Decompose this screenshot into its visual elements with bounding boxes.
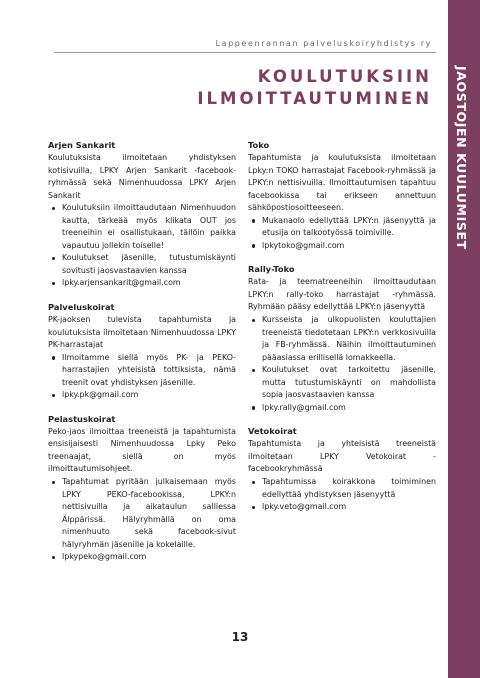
list-item: Koulutukset jäsenille, tutustumiskäynti sovitusti jaosvastaavien kanssa [48,252,236,277]
list-item: Koulutuksiin ilmoittaudutaan Nimenhuudon kautta, tärkeää myös klikata OUT jos treeneihin ei osallistukaan, tällöin paikka vapautuu jollekin toiselle! [48,202,236,252]
email-link[interactable]: lpky.rally@gmail.com [248,402,436,415]
section-toko [248,139,436,252]
list-item: Kursseista ja ulkopuolisten kouluttajien treeneistä tiedotetaan LPKY:n verkkosivuilla ja FB-ryhmässä. Näihin ilmoittautuminen pääasiassa erillisellä lomakkeella. [248,314,436,364]
email-link[interactable]: lpkypeko@gmail.com [48,551,236,564]
page-title-line-2: ILMOITTAUTUMINEN [197,89,432,108]
bullet-list [248,314,436,414]
section-palveluskoirat [48,301,236,402]
section-text: Peko-jaos ilmoittaa treeneistä ja tapahtumista ensisijaisesti Nimenhuudossa Lpky Peko treenaajat, siellä on myös ilmoittautumisohjeet. [48,426,236,474]
section-pelastuskoirat [48,413,236,564]
list-item: Tapahtumat pyritään julkaisemaan myös LPKY PEKO-facebookissa, LPKY:n nettisivuilla ja aikataulun salliessa Älppärissä. Hälyryhmällä on oma nimenhuuto sekä facebook-sivut hälyryhmän jäsenille ja kokelaille. [48,476,236,551]
bullet-list [48,352,236,402]
page-number: 13 [231,630,249,644]
email-link[interactable]: lpky.pk@gmail.com [48,389,236,402]
email-link[interactable]: lpky.veto@gmail.com [248,501,436,514]
list-item: Koulutukset ovat tarkoitettu jäsenille, mutta tutustumiskäynti on mahdollista sopia jaosvastaavien kanssa [248,364,436,402]
email-link[interactable]: lpky.arjensankarit@gmail.com [48,277,236,290]
list-item: Ilmoitamme siellä myös PK- ja PEKO-harrastajien yhteisistä tottiksista, nämä treenit ovat yhdistyksen jäsenille. [48,352,236,390]
section-text: Tapahtumista ja koulutuksista ilmoitetaan Lpky:n TOKO harrastajat Facebook-ryhmässä ja LPKY:n nettisivuilla. Ilmoittautumisen tapahtuu facebookissa tai erikseen annettuun sähköpostiosoitteeseen. [248,153,436,213]
bullet-list [248,215,436,253]
section-arjen-sankarit [48,139,236,290]
email-link[interactable]: lpkytoko@gmail.com [248,240,436,253]
list-item: Tapahtumissa koirakkona toimiminen edellyttää yhdistyksen jäsenyyttä [248,476,436,501]
section-text: Rata- ja teematreeneihin ilmoittaudutaan LPKY:n rally-toko harrastajat -ryhmässä. Ryhmään pääsy edellyttää LPKY:n jäsenyyttä [248,277,436,312]
bullet-list [48,476,236,564]
header-divider [54,52,436,53]
section-text: PK-jaoksen tulevista tapahtumista ja koulutuksista ilmoitetaan Nimenhuudossa LPKY PK-harrastajat [48,315,236,350]
bullet-list [248,476,436,514]
section-vetokoirat [248,425,436,513]
organization-name: Lappeenrannan palveluskoiryhdistys ry [215,39,432,48]
sidebar-band [448,0,480,678]
section-heading: Toko [248,140,270,150]
right-column [248,139,436,525]
page-title-line-1: KOULUTUKSIIN [257,67,432,86]
section-heading: Vetokoirat [248,426,297,437]
section-heading: Palveluskoirat [48,302,115,313]
page-title [180,66,432,110]
section-text: Tapahtumista ja yhteisistä treeneistä ilmoitetaan LPKY Vetokoirat -facebookryhmässä [248,439,436,474]
section-heading: Rally-Toko [248,264,295,275]
left-column [48,139,236,575]
list-item: Mukanaolo edellyttää LPKY:n jäsenyyttä ja etusija on talkootyössä toimiville. [248,215,436,240]
section-rally-toko [248,263,436,414]
section-heading: Pelastuskoirat [48,413,116,424]
section-text: Koulutuksista ilmoitetaan yhdistyksen kotisivuilla, LPKY Arjen Sankarit -facebook-ryhmässä sekä Nimenhuudossa LPKY Arjen Sankarit [48,153,236,200]
sidebar-label: JAOSTOJEN KUULUMISET [454,66,469,250]
section-heading: Arjen Sankarit [48,140,116,150]
bullet-list [48,202,236,290]
